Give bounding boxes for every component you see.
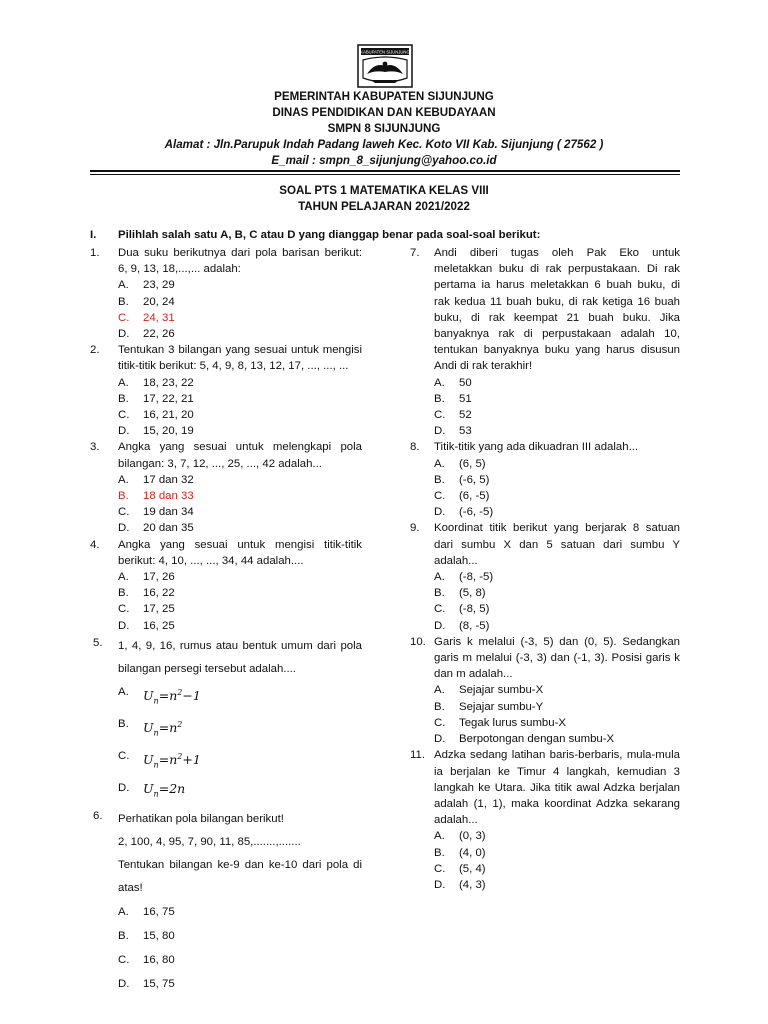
question-stem: Perhatikan pola bilangan berikut! — [118, 813, 284, 826]
option-a: A. $U_n=n^2-1$ — [118, 685, 201, 706]
option-a: A. 23, 29 — [118, 279, 175, 292]
option-c: C. 16, 21, 20 — [118, 409, 194, 422]
question-1 — [90, 245, 362, 342]
section-number: I. — [90, 229, 97, 241]
option-d: D. (8, -5) — [434, 619, 490, 632]
option-c: C. (6, -5) — [434, 490, 490, 503]
regency-logo — [357, 44, 413, 88]
option-b: B. 15, 80 — [118, 930, 175, 943]
option-d: D. 16, 25 — [118, 619, 175, 632]
school-email: E_mail : smpn_8_sijunjung@yahoo.co.id — [271, 154, 497, 167]
school-address: Alamat : Jln.Parupuk Indah Padang laweh Kec. Koto VII Kab. Sijunjung ( 27562 ) — [164, 138, 604, 151]
question-number: 1. — [90, 247, 100, 259]
question-number: 11. — [410, 749, 425, 762]
option-a: A. 17, 26 — [118, 571, 175, 584]
option-b: B. Sejajar sumbu-Y — [434, 700, 544, 713]
question-stem: Adzka sedang latihan baris-berbaris, mula-mula ia berjalan ke Timur 4 langkah, kemudian 3 langkah ke Utara. Jika titik awal Adzka berjalan adalah (1, 1), maka koordinat Adzka sekarang adalah... — [434, 749, 680, 827]
option-c: C. 52 — [434, 409, 472, 422]
option-a: A. 50 — [434, 376, 472, 389]
formula-d: $U_n=2n$ — [143, 781, 186, 799]
question-number: 6. — [93, 810, 103, 823]
question-number: 5. — [93, 636, 103, 649]
option-b: B. (5, 8) — [434, 587, 486, 600]
header-divider-thick — [90, 170, 680, 172]
option-b: B. (4, 0) — [434, 846, 486, 859]
question-number: 8. — [410, 441, 420, 454]
option-c: C. $U_n=n^2+1$ — [118, 750, 201, 770]
option-b: B. (-6, 5) — [434, 473, 490, 486]
question-5 — [90, 635, 362, 806]
question-2 — [90, 342, 362, 439]
option-a: A. (6, 5) — [434, 457, 486, 470]
regency-emblem-icon — [357, 44, 413, 88]
question-7 — [410, 245, 680, 439]
exam-title — [0, 183, 768, 215]
right-column — [410, 245, 680, 893]
option-d: D. 15, 75 — [118, 978, 175, 991]
option-c: C. 16, 80 — [118, 954, 175, 967]
option-a: A. (0, 3) — [434, 830, 486, 843]
option-c: C. 17, 25 — [118, 603, 175, 616]
option-a: A. (-8, -5) — [434, 571, 494, 584]
question-8 — [410, 439, 680, 520]
school-name: SMPN 8 SIJUNJUNG — [327, 122, 441, 135]
option-d: D. Berpotongan dengan sumbu-X — [434, 733, 615, 746]
option-d: D. (-6, -5) — [434, 506, 494, 519]
question-6 — [90, 808, 362, 996]
option-c-answer: C. 24, 31 — [118, 311, 175, 324]
option-c: C. 19 dan 34 — [118, 506, 194, 519]
question-stem: 1, 4, 9, 16, rumus atau bentuk umum dari pola bilangan persegi tersebut adalah.... — [118, 639, 362, 675]
option-a: A. 17 dan 32 — [118, 473, 194, 486]
formula-b: $U_n=n^2$ — [143, 720, 183, 738]
question-stem: Angka yang sesuai untuk melengkapi pola bilangan: 3, 7, 12, ..., 25, ..., 42 adalah... — [118, 441, 362, 470]
option-b: B. 20, 24 — [118, 295, 175, 308]
number-sequence: 2, 100, 4, 95, 7, 90, 11, 85,.......,....... — [118, 836, 301, 849]
option-c: C. (5, 4) — [434, 862, 486, 875]
header-divider-thin — [90, 174, 680, 175]
exam-title-line: SOAL PTS 1 MATEMATIKA KELAS VIII — [279, 184, 489, 197]
question-stem: Garis k melalui (-3, 5) dan (0, 5). Sedangkan garis m melalui (-3, 3) dan (-1, 3). Posisi garis k dan m adalah... — [434, 635, 680, 681]
option-a: A. 16, 75 — [118, 906, 175, 919]
option-d: D. 22, 26 — [118, 328, 175, 341]
question-3 — [90, 439, 362, 536]
question-stem: Koordinat titik berikut yang berjarak 8 satuan dari sumbu X dan 5 satuan dari sumbu Y adalah... — [434, 522, 680, 567]
formula-c: $U_n=n^2+1$ — [143, 752, 201, 770]
question-number: 2. — [90, 344, 100, 357]
option-a: A. Sejajar sumbu-X — [434, 684, 544, 697]
question-number: 3. — [90, 441, 100, 454]
option-c: C. (-8, 5) — [434, 603, 490, 616]
section-instruction — [90, 229, 540, 241]
government-name: PEMERINTAH KABUPATEN SIJUNJUNG — [274, 90, 494, 103]
question-number: 9. — [410, 522, 420, 535]
question-stem: Titik-titik yang ada dikuadran III adalah... — [434, 441, 639, 454]
option-b: B. 17, 22, 21 — [118, 392, 194, 405]
question-11 — [410, 747, 680, 893]
option-d: D. 53 — [434, 425, 472, 438]
question-number: 7. — [410, 247, 420, 259]
formula-a: $U_n=n^2-1$ — [143, 687, 201, 706]
option-b-answer: B. 18 dan 33 — [118, 490, 194, 503]
department-name: DINAS PENDIDIKAN DAN KEBUDAYAAN — [272, 106, 496, 119]
option-a: A. 18, 23, 22 — [118, 376, 194, 389]
question-stem: Dua suku berikutnya dari pola barisan berikut: 6, 9, 13, 18,...,... adalah: — [118, 247, 362, 276]
question-10 — [410, 634, 680, 747]
question-stem-continued: Tentukan bilangan ke-9 dan ke-10 dari pola di atas! — [118, 859, 362, 895]
svg-text:KABUPATEN SIJUNJUNG: KABUPATEN SIJUNJUNG — [360, 49, 410, 55]
question-stem: Angka yang sesuai untuk mengisi titik-titik berikut: 4, 10, ..., ..., 34, 44 adalah.... — [118, 538, 362, 567]
school-header — [0, 89, 768, 169]
question-4 — [90, 537, 362, 634]
question-number: 10. — [410, 635, 426, 648]
option-b: B. 51 — [434, 392, 472, 405]
option-d: D. (4, 3) — [434, 878, 486, 891]
option-d: D. $U_n=2n$ — [118, 781, 186, 799]
exam-year-line: TAHUN PELAJARAN 2021/2022 — [298, 200, 470, 213]
question-stem: Tentukan 3 bilangan yang sesuai untuk mengisi titik-titik berikut: 5, 4, 9, 8, 13, 12, 17, ..., ..., ... — [118, 344, 362, 373]
option-b: B. 16, 22 — [118, 587, 175, 600]
option-d: D. 20 dan 35 — [118, 522, 194, 535]
question-stem: Andi diberi tugas oleh Pak Eko untuk meletakkan buku di rak perpustakaan. Di rak pertama ia harus meletakkan 6 buah buku, di rak kedua 11 buah buku, di rak ketiga 16 buah buku, di rak keempat 21 buah buku. Jika banyaknya rak di perpustakaan adalah 10, tentukan banyaknya buku yang harus disusun Andi di rak terakhir! — [434, 247, 680, 373]
option-d: D. 15, 20, 19 — [118, 425, 194, 438]
left-column — [90, 245, 362, 996]
question-9 — [410, 520, 680, 633]
option-b: B. $U_n=n^2$ — [118, 718, 183, 738]
option-c: C. Tegak lurus sumbu-X — [434, 716, 566, 729]
question-number: 4. — [90, 538, 100, 551]
instruction-text: Pilihlah salah satu A, B, C atau D yang dianggap benar pada soal-soal berikut: — [118, 229, 541, 241]
